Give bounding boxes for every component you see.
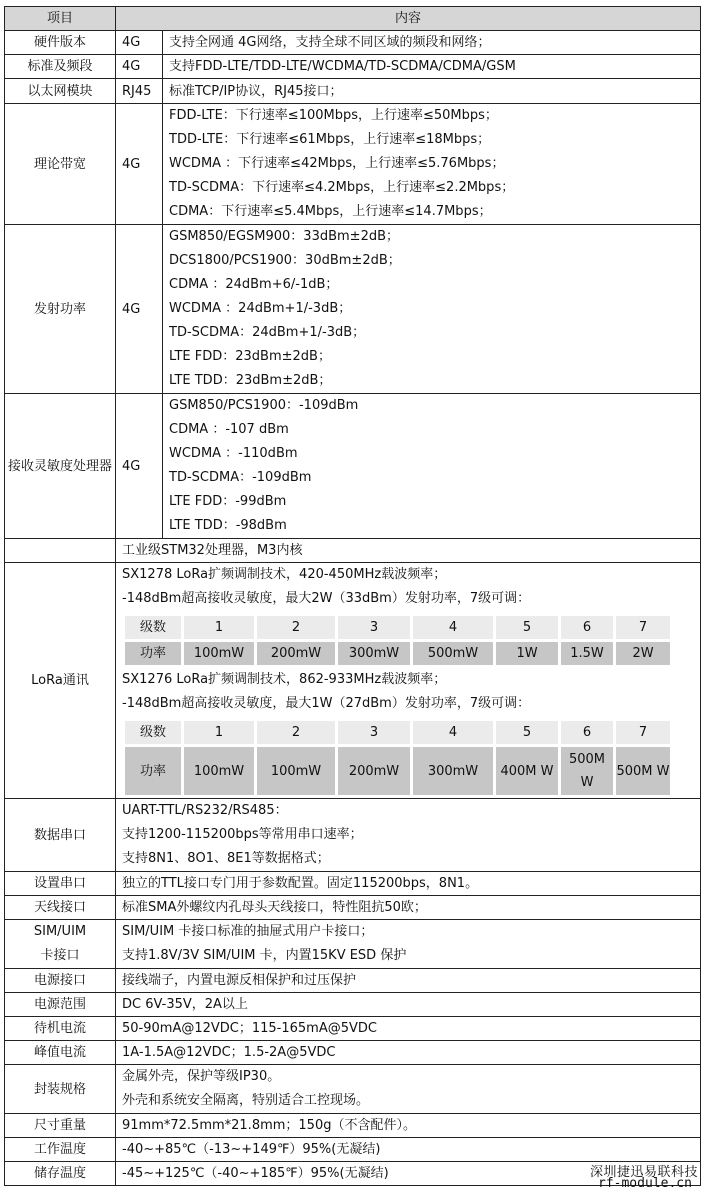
row-name [5,539,116,563]
row-name [5,920,116,969]
row-content [116,799,701,872]
row-standard [5,55,701,79]
content-line: CDMA ：24dBm+6/-1dB； [169,277,339,292]
row-content [116,563,701,799]
row-bandwidth [5,104,701,225]
row-mcu [5,539,701,563]
content-line: LTE TDD：23dBm±2dB； [169,373,332,388]
lora-a-power-table [122,613,673,668]
row-name: 电源接口 [5,969,116,993]
row-code: 4G [116,225,163,394]
power-cell: 功率 [125,747,181,795]
row-name: 设置串口 [5,872,116,896]
sim-name-line: 卡接口 [40,948,80,963]
row-code: 4G [116,31,163,55]
level-cell: 6 [561,616,613,639]
row-sim [5,920,701,969]
content-line: 支持1200-115200bps等常用串口速率； [122,827,363,842]
power-cell: 1.5W [561,642,613,665]
row-name: 数据串口 [5,799,116,872]
content-line: LTE FDD：23dBm±2dB； [169,349,331,364]
content-line: GSM850/EGSM900：33dBm±2dB； [169,229,400,244]
level-cell: 3 [338,616,410,639]
row-content: 标准SMA外螺纹内孔母头天线接口，特性阻抗50欧； [116,896,701,920]
header-item: 项目 [5,7,116,31]
row-code: 4G [116,55,163,79]
content-line: LTE FDD：-99dBm [169,494,287,509]
row-name: 储存温度 [5,1162,116,1186]
row-txpower [5,225,701,394]
row-power-range [5,993,701,1017]
level-cell: 6 [561,721,613,744]
row-name: 尺寸重量 [5,1114,116,1138]
watermark-site: rf-module.cn [598,1176,692,1191]
row-name: LoRa通讯 [5,563,116,799]
power-row [125,747,670,795]
row-name: 标准及频段 [5,55,116,79]
row-content [163,104,701,225]
power-cell: 300mW [338,642,410,665]
row-name: 接收灵敏度处理器 [5,394,116,539]
row-content: 支持全网通 4G网络，支持全球不同区域的频段和网络； [163,31,701,55]
row-antenna [5,896,701,920]
power-cell: 400M W [496,747,558,795]
content-line: 支持8N1、8O1、8E1等数据格式； [122,851,330,866]
level-cell: 4 [413,721,493,744]
row-power-port [5,969,701,993]
row-code: 4G [116,394,163,539]
lora-b-line1: SX1276 LoRa扩频调制技术，862-933MHz载波频率； [122,672,447,687]
row-code: 4G [116,104,163,225]
row-name: 硬件版本 [5,31,116,55]
power-cell: 300mW [413,747,493,795]
content-line: SIM/UIM 卡接口标准的抽屉式用户卡接口； [122,924,374,939]
level-cell: 1 [184,721,254,744]
row-name: 发射功率 [5,225,116,394]
row-config [5,872,701,896]
row-content: -45~+125℃（-40~+185℉）95%(无凝结) [116,1162,701,1186]
content-line: CDMA：下行速率≤5.4Mbps，上行速率≤14.7Mbps； [169,204,492,219]
content-line: TD-SCDMA：24dBm+1/-3dB； [169,325,366,340]
power-cell: 500mW [413,642,493,665]
spec-table [4,6,701,1186]
power-cell: 2W [616,642,670,665]
row-name: 封装规格 [5,1065,116,1114]
row-op-temp [5,1138,701,1162]
row-name: 以太网模块 [5,79,116,104]
row-enclosure [5,1065,701,1114]
power-cell: 100mW [257,747,335,795]
content-line: WCDMA ：下行速率≤42Mbps，上行速率≤5.76Mbps； [169,156,505,171]
lora-b-power-table [122,718,673,798]
row-hardware [5,31,701,55]
power-cell: 100mW [184,747,254,795]
level-cell: 4 [413,616,493,639]
row-content: 独立的TTL接口专门用于参数配置。固定115200bps，8N1。 [116,872,701,896]
power-row [125,642,670,665]
row-content [116,1065,701,1114]
row-serial [5,799,701,872]
row-content [163,225,701,394]
content-line: WCDMA ：24dBm+1/-3dB； [169,301,352,316]
row-name: 天线接口 [5,896,116,920]
row-size [5,1114,701,1138]
level-cell: 2 [257,616,335,639]
content-line: TD-SCDMA：下行速率≤4.2Mbps，上行速率≤2.2Mbps； [169,180,515,195]
row-lora [5,563,701,799]
row-code: RJ45 [116,79,163,104]
row-content: 91mm*72.5mm*21.8mm；150g（不含配件）。 [116,1114,701,1138]
content-line: TDD-LTE：下行速率≤61Mbps，上行速率≤18Mbps； [169,132,491,147]
row-content: 支持FDD-LTE/TDD-LTE/WCDMA/TD-SCDMA/CDMA/GSM [163,55,701,79]
content-line: LTE TDD：-98dBm [169,518,287,533]
header-content: 内容 [116,7,701,31]
lora-a-line1: SX1278 LoRa扩频调制技术，420-450MHz载波频率； [122,567,447,582]
level-row [125,721,670,744]
level-row [125,616,670,639]
level-cell: 级数 [125,616,181,639]
row-standby [5,1017,701,1041]
power-cell: 1W [496,642,558,665]
lora-b-line2: -148dBm超高接收灵敏度，最大1W（27dBm）发射功率，7级可调： [122,696,531,711]
content-line: UART-TTL/RS232/RS485： [122,803,288,818]
row-ethernet [5,79,701,104]
row-content: 接线端子，内置电源反相保护和过压保护 [116,969,701,993]
content-line: GSM850/PCS1900：-109dBm [169,398,359,413]
content-line: CDMA ：-107 dBm [169,422,289,437]
content-line: TD-SCDMA：-109dBm [169,470,312,485]
power-cell: 功率 [125,642,181,665]
row-name: 电源范围 [5,993,116,1017]
content-line: 支持1.8V/3V SIM/UIM 卡，内置15KV ESD 保护 [122,948,407,963]
row-peak [5,1041,701,1065]
level-cell: 3 [338,721,410,744]
row-name: 理论带宽 [5,104,116,225]
watermark-company: 深圳捷迅易联科技 [590,1165,699,1180]
row-name: 峰值电流 [5,1041,116,1065]
level-cell: 5 [496,616,558,639]
row-content: DC 6V-35V，2A以上 [116,993,701,1017]
content-line: DCS1800/PCS1900：30dBm±2dB； [169,253,401,268]
row-content: 工业级STM32处理器，M3内核 [116,539,701,563]
row-content [116,920,701,969]
row-content: -40~+85℃（-13~+149℉）95%(无凝结) [116,1138,701,1162]
level-cell: 7 [616,721,670,744]
row-content: 50-90mA@12VDC；115-165mA@5VDC [116,1017,701,1041]
power-cell: 200mW [257,642,335,665]
content-line: 外壳和系统安全隔离，特别适合工控现场。 [122,1093,370,1108]
row-content [163,394,701,539]
row-content: 标准TCP/IP协议，RJ45接口； [163,79,701,104]
level-cell: 级数 [125,721,181,744]
level-cell: 5 [496,721,558,744]
content-line: FDD-LTE：下行速率≤100Mbps，上行速率≤50Mbps； [169,108,498,123]
content-line: WCDMA ：-110dBm [169,446,298,461]
lora-a-line2: -148dBm超高接收灵敏度，最大2W（33dBm）发射功率，7级可调： [122,591,531,606]
row-sensitivity [5,394,701,539]
power-cell: 500M W [616,747,670,795]
row-content: 1A-1.5A@12VDC；1.5-2A@5VDC [116,1041,701,1065]
row-name: 待机电流 [5,1017,116,1041]
level-cell: 2 [257,721,335,744]
power-cell: 500M W [561,747,613,795]
power-cell: 200mW [338,747,410,795]
level-cell: 1 [184,616,254,639]
header-row [5,7,701,31]
row-name: 工作温度 [5,1138,116,1162]
sim-name-line: SIM/UIM [33,924,87,939]
level-cell: 7 [616,616,670,639]
content-line: 金属外壳，保护等级IP30。 [122,1069,281,1084]
power-cell: 100mW [184,642,254,665]
